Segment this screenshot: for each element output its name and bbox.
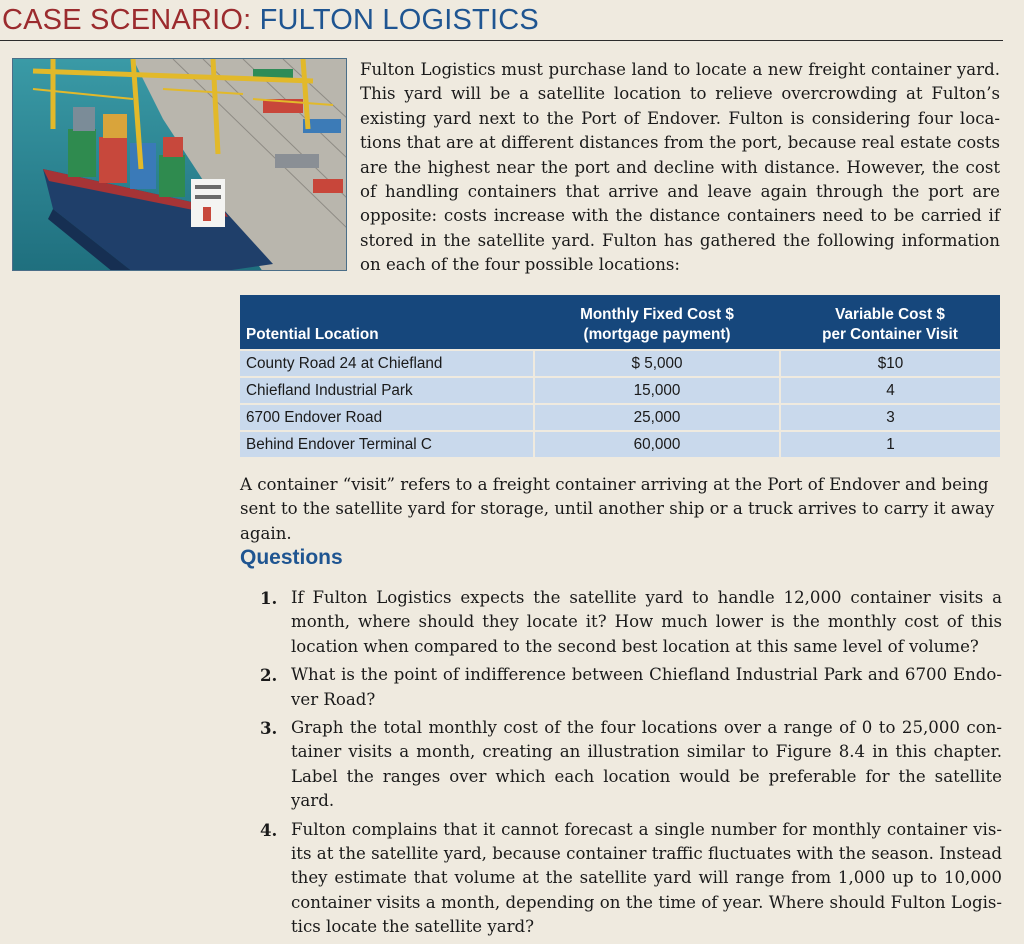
cell-fixed-cost: 60,000 [534,431,780,457]
col-header-location: Potential Location [240,295,534,350]
cell-location: Chiefland Industrial Park [240,377,534,404]
page-title [2,2,539,38]
question-number: 2. [260,665,278,686]
cell-location: Behind Endover Terminal C [240,431,534,457]
container-ship-photo [12,58,347,271]
location-cost-table [240,295,1000,457]
question-text: Graph the total monthly cost of the four locations over a range of 0 to 25,000 con-tainer visits a month, creating an illustration similar to Figure 8.4 in this chapter. Label the ranges over which each location would be preferable for the satellite yard. [291,718,1002,811]
cell-fixed-cost: $ 5,000 [534,350,780,377]
question-item [260,663,1002,712]
question-number: 4. [260,819,278,840]
question-text: What is the point of indifference between Chiefland Industrial Park and 6700 Endo-ver Road? [291,665,1002,709]
cell-variable-cost: $10 [780,350,1000,377]
cell-location: County Road 24 at Chiefland [240,350,534,377]
question-item [260,586,1002,659]
col-header-fixed-cost: Monthly Fixed Cost $ (mortgage payment) [534,295,780,350]
table-row [240,350,1000,377]
table-row [240,404,1000,431]
cell-variable-cost: 1 [780,431,1000,457]
question-number: 3. [260,718,278,739]
intro-paragraph: Fulton Logistics must purchase land to locate a new freight container yard. This yard will be a satellite location to relieve overcrowding at Fulton’s existing yard next to the Port of Endover. Fulton is considering four loca-tions that are at different distances from the port, because real estate costs are the highest near the port and decline with distance. However, the cost of handling containers that arrive and leave again through the port are opposite: costs increase with the distance containers need to be carried if stored in the satellite yard. Fulton has gathered the following information on each of the four possible locations: [360,60,1000,275]
table-row [240,431,1000,457]
question-text: If Fulton Logistics expects the satellite yard to handle 12,000 container visits a month, where should they locate it? How much lower is the monthly cost of this location when compared to the second best location at this same level of volume? [291,588,1002,656]
question-number: 1. [260,588,278,608]
table-row [240,377,1000,404]
cell-location: 6700 Endover Road [240,404,534,431]
case-scenario-label: CASE SCENARIO: [2,4,252,36]
question-item [260,818,1002,940]
cell-fixed-cost: 25,000 [534,404,780,431]
col-header-variable-cost: Variable Cost $ per Container Visit [780,295,1000,350]
cell-variable-cost: 4 [780,377,1000,404]
question-text: Fulton complains that it cannot forecast a single number for monthly container vis-its at the satellite yard, because container traffic fluctuates with the season. Instead they estimate that volume at the satellite yard will range from 1,000 up to 10,000 container visits a month, depending on the time of year. Where should Fulton Logis-tics locate the satellite yard? [291,819,1002,937]
questions-heading: Questions [240,546,343,569]
container-visit-definition: A container “visit” refers to a freight container arriving at the Port of Endover and being sent to the satellite yard for storage, until another ship or a truck arrives to carry it away again. [240,475,995,543]
cell-fixed-cost: 15,000 [534,377,780,404]
cell-variable-cost: 3 [780,404,1000,431]
case-name: FULTON LOGISTICS [259,4,539,36]
table-header-row [240,295,1000,350]
title-divider [0,40,1003,41]
questions-list [260,586,1002,944]
question-item [260,716,1002,814]
